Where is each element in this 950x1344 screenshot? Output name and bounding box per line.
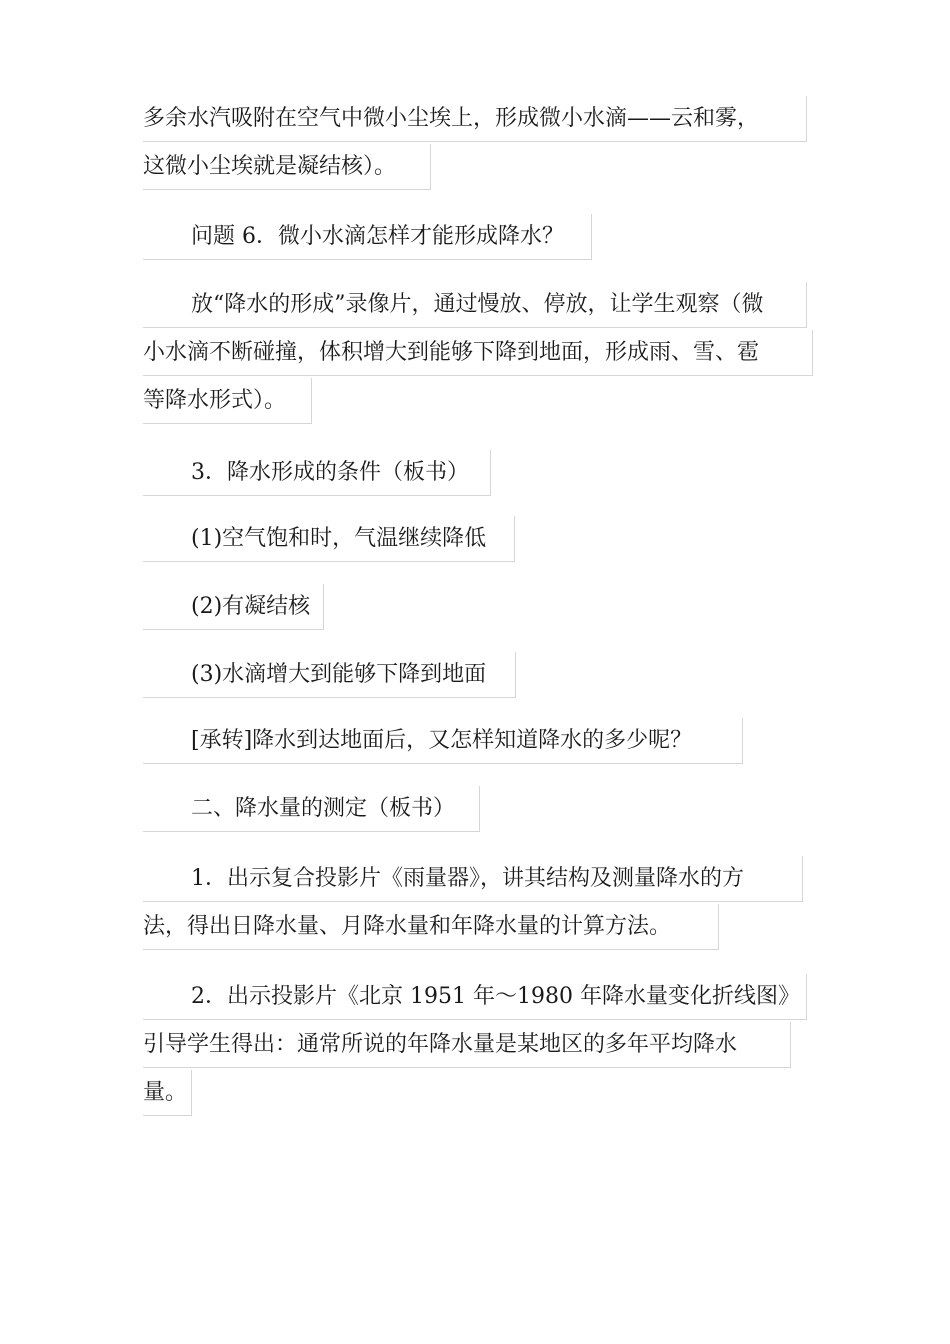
section-3-heading: 3．降水形成的条件（板书） bbox=[143, 450, 491, 496]
condition-2: (2)有凝结核 bbox=[143, 584, 324, 630]
item-1-line-1: 1．出示复合投影片《雨量器》，讲其结构及测量降水的方 bbox=[143, 856, 803, 902]
item-2-line-1: 2．出示投影片《北京 1951 年～1980 年降水量变化折线图》 bbox=[143, 974, 807, 1020]
item-2-line-3: 量。 bbox=[143, 1070, 192, 1116]
paragraph-line-5: 小水滴不断碰撞，体积增大到能够下降到地面，形成雨、雪、雹 bbox=[143, 330, 813, 376]
paragraph-line-2: 这微小尘埃就是凝结核）。 bbox=[143, 144, 431, 190]
paragraph-line-4: 放“降水的形成”录像片，通过慢放、停放，让学生观察（微 bbox=[143, 282, 807, 328]
condition-3: (3)水滴增大到能够下降到地面 bbox=[143, 652, 516, 698]
section-two-heading: 二、降水量的测定（板书） bbox=[143, 786, 480, 832]
transition-line: [承转]降水到达地面后，又怎样知道降水的多少呢？ bbox=[143, 718, 743, 764]
paragraph-line-6: 等降水形式）。 bbox=[143, 378, 312, 424]
paragraph-line-1: 多余水汽吸附在空气中微小尘埃上，形成微小水滴——云和雾， bbox=[143, 96, 807, 142]
condition-1: (1)空气饱和时，气温继续降低 bbox=[143, 516, 515, 562]
item-1-line-2: 法，得出日降水量、月降水量和年降水量的计算方法。 bbox=[143, 904, 719, 950]
item-2-line-2: 引导学生得出：通常所说的年降水量是某地区的多年平均降水 bbox=[143, 1022, 791, 1068]
question-6: 问题 6．微小水滴怎样才能形成降水？ bbox=[143, 214, 592, 260]
